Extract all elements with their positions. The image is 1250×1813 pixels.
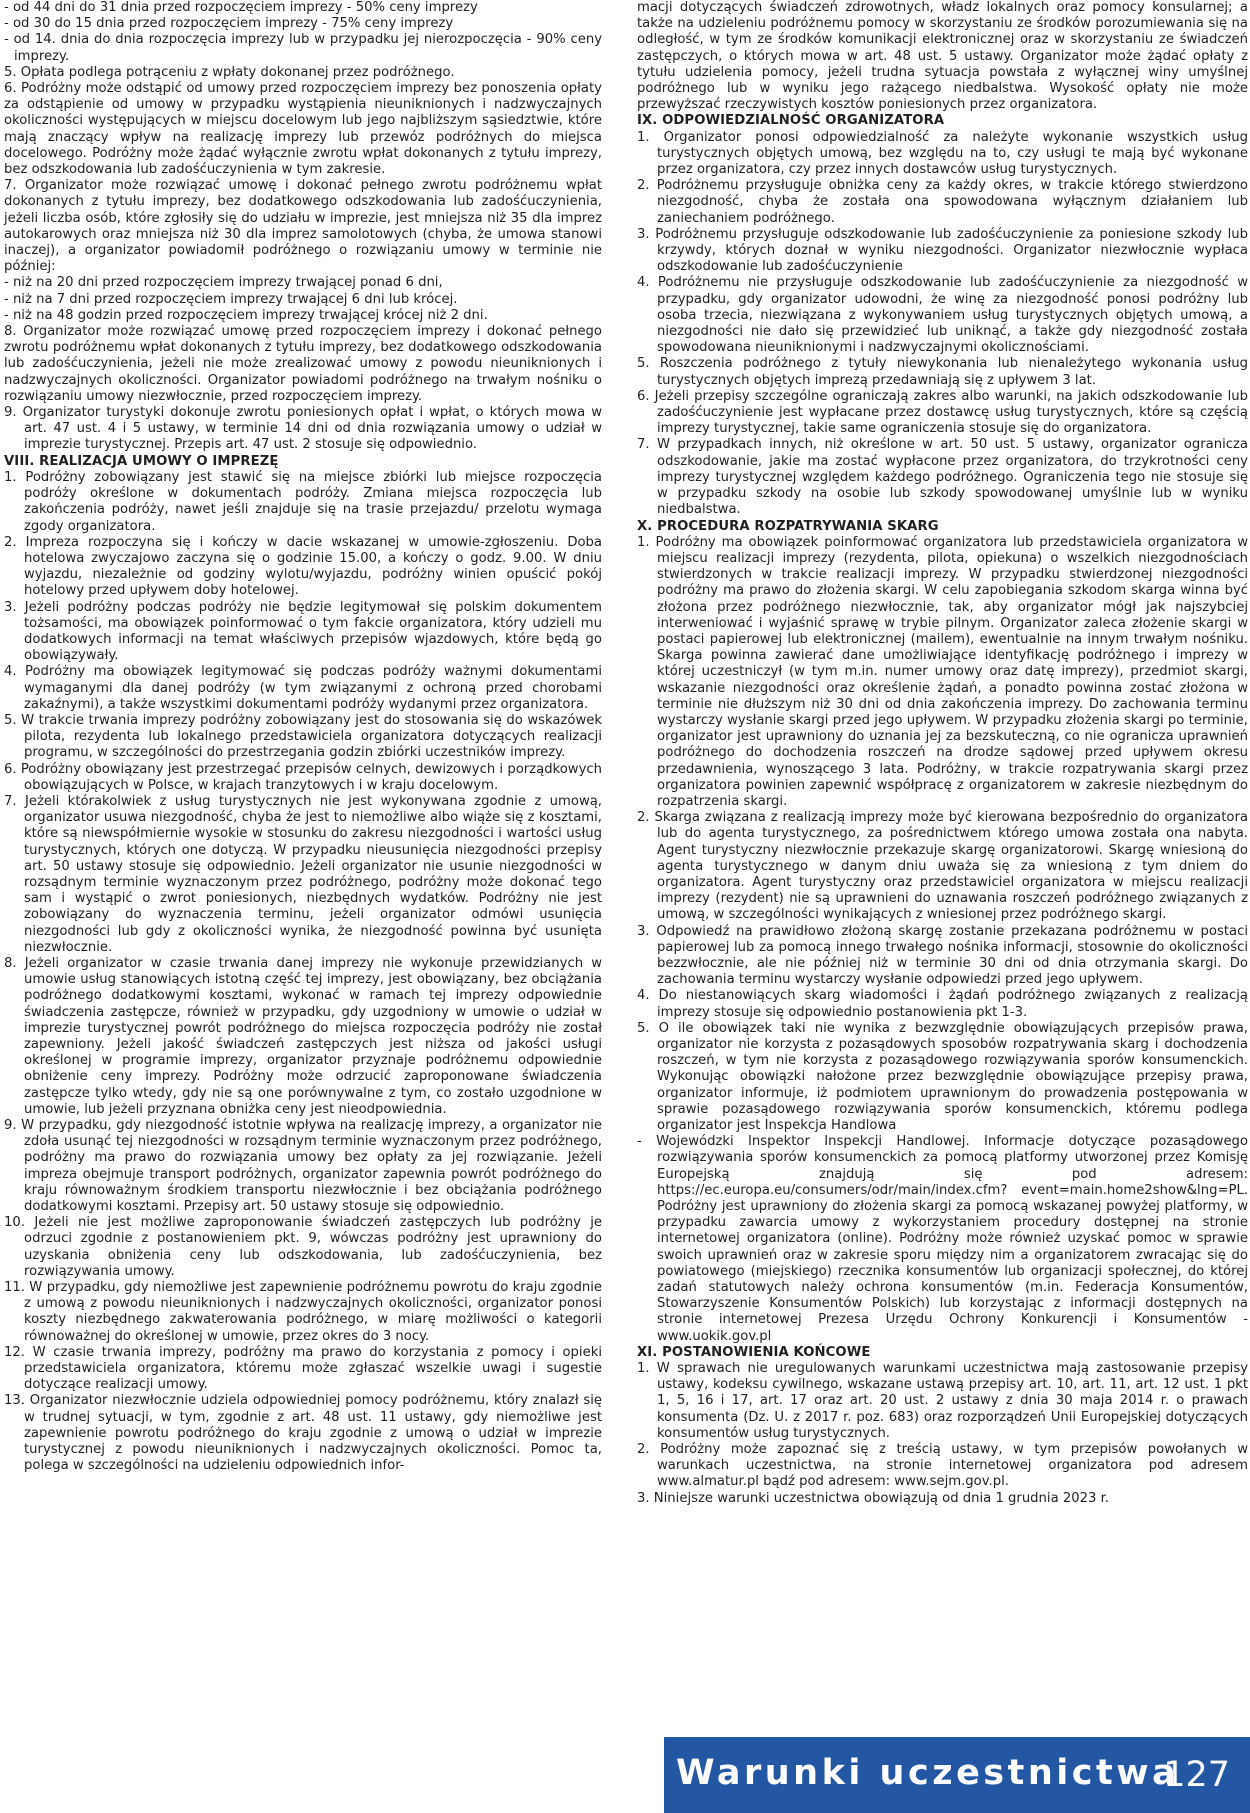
paragraph: 5. Opłata podlega potrąceniu z wpłaty dokonanej przez podróżnego.	[4, 64, 455, 80]
paragraph: 10. Jeżeli nie jest możliwe zaproponowanie świadczeń zastępczych lub podróżny je odrzuci zgodnie z postanowieniem pkt. 9, wówczas podróżny jest uprawniony do uzyskania obniżenia ceny lub odszkodowania, lub zadośćuczynienia, bez rozwiązywania umowy.	[4, 1215, 602, 1279]
left-column	[4, 0, 602, 1474]
paragraph: - Wojewódzki Inspektor Inspekcji Handlowej. Informacje dotyczące pozasądowego rozwiązywania sporów konsumenckich za pomocą platformy utworzonej przez Komisję Europejską znajdują się pod adresem: https://ec.europa.eu/consumers/odr/main/index.cfm? event=main.home2show&lng=PL. Podróżny jest uprawniony do złożenia skargi za pomocą wskazanej powyżej platformy, w przypadku zawarcia umowy z wykorzystaniem procedury dostępnej na stronie internetowej organizatora (online). Podróżny może również uzyskać pomoc w sprawie swoich uprawnień oraz w zakresie sporu między nim a organizatorem zwracając się do powiatowego (miejskiego) rzecznika konsumentów lub organizacji społecznej, do której zadań statutowych należy ochrona konsumentów (m.in. Federacja Konsumentów, Stowarzyszenie Konsumentów Polskich) lub korzystając z informacji dostępnych na stronie internetowej Prezesa Urzędu Ochrony Konkurencji i Konsumentów - www.uokik.gov.pl	[637, 1134, 1248, 1344]
paragraph: 8. Jeżeli organizator w czasie trwania danej imprezy nie wykonuje przewidzianych w umowie usług stanowiących istotną część tej imprezy, jest obowiązany, bez obciążania podróżnego dodatkowymi kosztami, wykonać w ramach tej imprezy odpowiednie świadczenia zastępcze, również w przypadku, gdy uzgodniony w umowie o udział w imprezie turystycznej powrót podróżnego do miejsca rozpoczęcia podróży nie został zapewniony. Jeżeli jakość świadczeń zastępczych jest niższa od jakości usługi określonej w programie imprezy, organizator przyznaje podróżnemu odpowiednie obniżenie ceny imprezy. Podróżny może odrzucić zaproponowane świadczenia zastępcze tylko wtedy, gdy nie są one porównywalne z tym, co zostało uzgodnione w umowie, lub jeżeli przyznana obniżka ceny jest nieodpowiednia.	[4, 955, 602, 1117]
paragraph: 7. Organizator może rozwiązać umowę i dokonać pełnego zwrotu podróżnemu wpłat dokonanych z tytułu imprezy, bez dodatkowego odszkodowania lub zadośćuczynienia, jeżeli liczba osób, które zgłosiły się do udziału w imprezie, jest mniejsza niż 35 dla imprez autokarowych oraz mniejsza niż 30 dla imprez samolotowych (chyba, że umowa stanowi inaczej), a organizator powiadomił podróżnego o rozwiązaniu umowy w terminie nie później:	[4, 178, 602, 275]
paragraph: 11. W przypadku, gdy niemożliwe jest zapewnienie podróżnemu powrotu do kraju zgodnie z umową z powodu nieuniknionych i nadzwyczajnych okoliczności, organizator ponosi koszty niezbędnego zakwaterowania podróżnego, w miarę możliwości o kategorii równoważnej do określonej w umowie, przez okres do 3 nocy.	[4, 1280, 602, 1344]
paragraph: 5. W trakcie trwania imprezy podróżny zobowiązany jest do stosowania się do wskazówek pilota, rezydenta lub lokalnego przedstawiciela organizatora dotyczących realizacji programu, w szczególności do przestrzegania godzin zbiórki uczestników imprezy.	[4, 712, 602, 761]
footer-title: Warunki uczestnictwa	[676, 1753, 1180, 1793]
section-heading: IX. ODPOWIEDZIALNOŚĆ ORGANIZATORA	[637, 113, 945, 129]
paragraph: 6. Podróżny może odstąpić od umowy przed rozpoczęciem imprezy bez ponoszenia opłaty za odstąpienie od umowy w przypadku wystąpienia nieuniknionych i nadzwyczajnych okoliczności występujących w miejscu docelowym lub jego najbliższym sąsiedztwie, które mają znaczący wpływ na realizację imprezy lub przewóz podróżnych do miejsca docelowego. Podróżny może żądać wyłącznie zwrotu wpłat dokonanych z tytułu imprezy, bez odszkodowania lub zadośćuczynienia w tym zakresie.	[4, 81, 602, 178]
paragraph: 4. Podróżnemu nie przysługuje odszkodowanie lub zadośćuczynienie za niezgodność w przypadku, gdy organizator udowodni, że winę za niezgodność ponosi podróżny lub osoba trzecia, niezwiązana z wykonywaniem usług turystycznych objętych umową, a niezgodności nie dało się przewidzieć lub uniknąć, a także gdy niezgodność została spowodowana nieuniknionymi i nadzwyczajnymi okolicznościami.	[637, 275, 1248, 356]
paragraph: - niż na 7 dni przed rozpoczęciem imprezy trwającej 6 dni lub krócej.	[4, 291, 458, 307]
footer-banner	[664, 1737, 1250, 1813]
paragraph: 6. Jeżeli przepisy szczególne ograniczają zakres albo warunki, na jakich odszkodowanie lub zadośćuczynienie jest wypłacane przez dostawcę usług turystycznych, które są częścią imprezy turystycznej, takie same ograniczenia stosuje się do organizatora.	[637, 388, 1248, 437]
section-heading: XI. POSTANOWIENIA KOŃCOWE	[637, 1344, 871, 1360]
paragraph: 7. Jeżeli którakolwiek z usług turystycznych nie jest wykonywana zgodnie z umową, organizator usuwa niezgodność, chyba że jest to niemożliwe albo wiąże się z kosztami, które są niewspółmiernie wysokie w stosunku do zakresu niezgodności i wartości usług turystycznych, których one dotyczą. W przypadku nieusunięcia niezgodności przepisy art. 50 ustawy stosuje się odpowiednio. Jeżeli organizator nie usunie niezgodności w rozsądnym terminie wyznaczonym przez podróżnego, podróżny może dokonać tego sam i wystąpić o zwrot poniesionych, niezbędnych wydatków. Podróżny nie jest zobowiązany do wyznaczenia terminu, jeżeli organizator odmówi usunięcia niezgodności lub gdy z okoliczności wynika, że niezgodność powinna być usunięta niezwłocznie.	[4, 793, 602, 955]
paragraph: - niż na 48 godzin przed rozpoczęciem imprezy trwającej krócej niż 2 dni.	[4, 307, 488, 323]
paragraph: - od 30 do 15 dnia przed rozpoczęciem imprezy - 75% ceny imprezy	[4, 16, 454, 32]
paragraph: 9. Organizator turystyki dokonuje zwrotu poniesionych opłat i wpłat, o których mowa w art. 47 ust. 4 i 5 ustawy, w terminie 14 dni od dnia rozwiązania umowy o udział w imprezie turystycznej. Przepis art. 47 ust. 2 stosuje się odpowiednio.	[4, 405, 602, 453]
paragraph: 5. Roszczenia podróżnego z tytuły niewykonania lub nienależytego wykonania usług turystycznych objętych imprezą przedawniają się z upływem 3 lat.	[637, 356, 1248, 388]
paragraph: 2. Skarga związana z realizacją imprezy może być kierowana bezpośrednio do organizatora lub do agenta turystycznego, za pośrednictwem którego umowa została ona nabyta. Agent turystyczny niezwłocznie przekazuje skargę organizatorowi. Skargę wniesioną do agenta turystycznego w danym dniu uważa się za wniesioną z tym dniem do organizatora. Agent turystyczny oraz przedstawiciel organizatora w miejscu realizacji imprezy (rezydent) nie są uprawnieni do uznawania roszczeń podróżnego związanych z umową, w szczególności wynikających z wniesionej przez podróżnego skargi.	[637, 810, 1248, 923]
paragraph: 2. Podróżny może zapoznać się z treścią ustawy, w tym przepisów powołanych w warunkach uczestnictwa, na stronie internetowej organizatora pod adresem www.almatur.pl bądź pod adresem: www.sejm.gov.pl.	[637, 1442, 1248, 1490]
paragraph: 3. Podróżnemu przysługuje odszkodowanie lub zadośćuczynienie za poniesione szkody lub krzywdy, których doznał w wyniku niezgodności. Organizator niezwłocznie wypłaca odszkodowanie lub zadośćuczynienie	[637, 226, 1248, 275]
page-number: 127	[1163, 1755, 1230, 1795]
paragraph: macji dotyczących świadczeń zdrowotnych, władz lokalnych oraz pomocy konsularnej; a także na udzieleniu podróżnemu pomocy w skorzystaniu ze środków porozumiewania się na odległość, w tym ze środków komunikacji elektronicznej oraz w skorzystaniu ze świadczeń zastępczych, o których mowa w art. 48 ust. 5 ustawy. Organizator może żądać opłaty z tytułu udzielenia pomocy, jeżeli trudna sytuacja powstała z wyłącznej winy umyślnej podróżnego lub w wyniku jego rażącego niedbalstwa. Wysokość opłaty nie może przewyższać rzeczywistych kosztów poniesionych przez organizatora.	[637, 0, 1248, 113]
paragraph: 6. Podróżny obowiązany jest przestrzegać przepisów celnych, dewizowych i porządkowych obowiązujących w Polsce, w krajach tranzytowych i w kraju docelowym.	[4, 761, 602, 793]
paragraph: 1. Organizator ponosi odpowiedzialność za należyte wykonanie wszystkich usług turystycznych objętych umową, bez względu na to, czy usługi te mają być wykonane przez organizatora, czy przez innych dostawców usług turystycznych.	[637, 129, 1248, 178]
paragraph: - od 44 dni do 31 dnia przed rozpoczęciem imprezy - 50% ceny imprezy	[4, 0, 478, 15]
paragraph: 13. Organizator niezwłocznie udziela odpowiedniej pomocy podróżnemu, który znalazł się w trudnej sytuacji, w tym, zgodnie z art. 48 ust. 11 ustawy, gdy niemożliwe jest zapewnienie powrotu podróżnego do kraju zgodnie z umową o udział w imprezie turystycznej z powodu nieuniknionych i nadzwyczajnych okoliczności. Pomoc ta, polega w szczególności na udzieleniu odpowiednich infor-	[4, 1393, 602, 1474]
paragraph: 1. W sprawach nie uregulowanych warunkami uczestnictwa mają zastosowanie przepisy ustawy, kodeksu cywilnego, wskazane ustawą przepisy art. 10, art. 11, art. 12 ust. 1 pkt 1, 5, 16 i 17, art. 17 oraz art. 20 ust. 2 ustawy z dnia 30 maja 2014 r. o prawach konsumenta (Dz. U. z 2017 r. poz. 683) oraz rozporządzeń Unii Europejskiej dotyczących konsumentów usług turystycznych.	[637, 1361, 1248, 1441]
paragraph: - niż na 20 dni przed rozpoczęciem imprezy trwającej ponad 6 dni,	[4, 275, 443, 291]
paragraph: 12. W czasie trwania imprezy, podróżny ma prawo do korzystania z pomocy i opieki przedstawiciela organizatora, któremu może zgłaszać wszelkie uwagi i sugestie dotyczące realizacji umowy.	[4, 1344, 602, 1393]
paragraph: 8. Organizator może rozwiązać umowę przed rozpoczęciem imprezy i dokonać pełnego zwrotu podróżnemu wpłat dokonanych z tytułu imprezy, bez dodatkowego odszkodowania lub zadośćuczynienia, jeżeli nie może zrealizować umowy z powodu nieuniknionych i nadzwyczajnych okoliczności. Organizator powiadomi podróżnego na trwałym nośniku o rozwiązaniu umowy niezwłocznie, przed rozpoczęciem imprezy.	[4, 324, 602, 404]
paragraph: 2. Impreza rozpoczyna się i kończy w dacie wskazanej w umowie-zgłoszeniu. Doba hotelowa zwyczajowo zaczyna się o godzinie 15.00, a kończy o godz. 9.00. W dniu wyjazdu, niezależnie od godziny wylotu/wyjazdu, podróżny winien opuścić pokój hotelowy przed upływem doby hotelowej.	[4, 534, 602, 599]
paragraph: 5. O ile obowiązek taki nie wynika z bezwzględnie obowiązujących przepisów prawa, organizator nie korzysta z pozasądowych sposobów rozpatrywania skarg i dochodzenia roszczeń, w tym nie korzysta z pozasądowego rozwiązywania sporów konsumenckich. Wykonując obowiązki nałożone przez bezwzględnie obowiązujące przepisy prawa, organizator informuje, iż podmiotem uprawnionym do prowadzenia postępowania w sprawie pozasądowego rozwiązywania sporów konsumenckich, któremu podlega organizator jest Inspekcja Handlowa	[637, 1020, 1248, 1134]
section-heading: X. PROCEDURA ROZPATRYWANIA SKARG	[637, 518, 939, 534]
paragraph: 3. Odpowiedź na prawidłowo złożoną skargę zostanie przekazana podróżnemu w postaci papierowej lub za pomocą innego trwałego nośnika informacji, stosownie do okoliczności bezzwłocznie, ale nie później niż w terminie 30 dni od dnia otrzymania skargi. Do zachowania terminu wystarczy wysłanie odpowiedzi przed jego upływem.	[637, 923, 1248, 988]
paragraph: 7. W przypadkach innych, niż określone w art. 50 ust. 5 ustawy, organizator ogranicza odszkodowanie, jakie ma zostać wypłacone przez organizatora, do trzykrotności ceny imprezy turystycznej względem każdego podróżnego. Ograniczenia tego nie stosuje się w przypadku szkody na osobie lub szkody spowodowanej umyślnie lub w wyniku niedbalstwa.	[637, 437, 1248, 518]
paragraph: 1. Podróżny zobowiązany jest stawić się na miejsce zbiórki lub miejsce rozpoczęcia podróży określone w dokumentach podróży. Zmiana miejsca rozpoczęcia lub zakończenia podróży, nawet jeśli znajduje się na trasie przejazdu/ przelotu wymaga zgody organizatora.	[4, 469, 602, 534]
paragraph: 3. Jeżeli podróżny podczas podróży nie będzie legitymował się polskim dokumentem tożsamości, ma obowiązek poinformować o tym fakcie organizatora, który udzieli mu dodatkowych informacji na temat właściwych przepisów wjazdowych, które będą go obowiązywały.	[4, 599, 602, 664]
paragraph: 2. Podróżnemu przysługuje obniżka ceny za każdy okres, w trakcie którego stwierdzono niezgodność, chyba że została ona spowodowana wyłącznym działaniem lub zaniechaniem podróżnego.	[637, 178, 1248, 226]
right-column	[637, 0, 1248, 1507]
paragraph: 1. Podróżny ma obowiązek poinformować organizatora lub przedstawiciela organizatora w miejscu realizacji imprezy (rezydenta, pilota, opiekuna) o wszelkich niezgodnościach stwierdzonych w trakcie realizacji imprezy. W przypadku stwierdzonej niezgodności podróżny ma prawo do złożenia skargi. W celu zapobiegania szkodom skarga winna być złożona przez podróżnego niezwłocznie, tak, aby organizator mógł jak najszybciej interweniować i wyjaśnić sprawę w trybie pilnym. Organizator zaleca złożenie skargi w postaci papierowej lub elektronicznej (mailem), ewentualnie na innym trwałym nośniku. Skarga powinna zawierać dane umożliwiające identyfikację podróżnego i imprezy w której uczestniczył (w tym m.in. numer umowy oraz datę imprezy), przedmiot skargi, wskazanie niezgodności oraz określenie żądań, a ponadto powinna zostać złożona w terminie nie dłuższym niż 30 dni od dnia zakończenia imprezy. Do zachowania terminu wystarczy wysłanie skargi przed jego upływem. W przypadku złożenia skargi po terminie, organizator jest uprawniony do uznania jej za bezskuteczną, co nie ogranicza uprawnień podróżnego do dochodzenia roszczeń na drodze sądowej przed upływem okresu przedawnienia, wynoszącego 3 lata. Podróżny, w trakcie rozpatrywania skargi przez organizatora powinien zapewnić współpracę z organizatorem w zakresie niezbędnym do rozpatrzenia skargi.	[637, 534, 1248, 809]
paragraph: 4. Do niestanowiących skarg wiadomości i żądań podróżnego związanych z realizacją imprezy stosuje się odpowiednio postanowienia pkt 1-3.	[637, 988, 1248, 1020]
paragraph: - od 14. dnia do dnia rozpoczęcia imprezy lub w przypadku jej nierozpoczęcia - 90% ceny imprezy.	[4, 32, 602, 64]
paragraph: 9. W przypadku, gdy niezgodność istotnie wpływa na realizację imprezy, a organizator nie zdoła usunąć tej niezgodności w rozsądnym terminie wyznaczonym przez podróżnego, podróżny ma prawo do rozwiązania umowy bez opłaty za jej rozwiązanie. Jeżeli impreza obejmuje transport podróżnych, organizator zapewnia powrót podróżnego do kraju równoważnym środkiem transportu niezwłocznie i bez obciążania podróżnego dodatkowymi kosztami. Przepisy art. 50 ustawy stosuje się odpowiednio.	[4, 1118, 602, 1215]
paragraph: 3. Niniejsze warunki uczestnictwa obowiązują od dnia 1 grudnia 2023 r.	[637, 1490, 1109, 1506]
section-heading: VIII. REALIZACJA UMOWY O IMPREZĘ	[4, 453, 279, 469]
paragraph: 4. Podróżny ma obowiązek legitymować się podczas podróży ważnymi dokumentami wymaganymi dla danej podróży (w tym związanymi z ochroną przed chorobami zakaźnymi), a także wszystkimi dokumentami podróży wydanymi przez organizatora.	[4, 664, 602, 712]
